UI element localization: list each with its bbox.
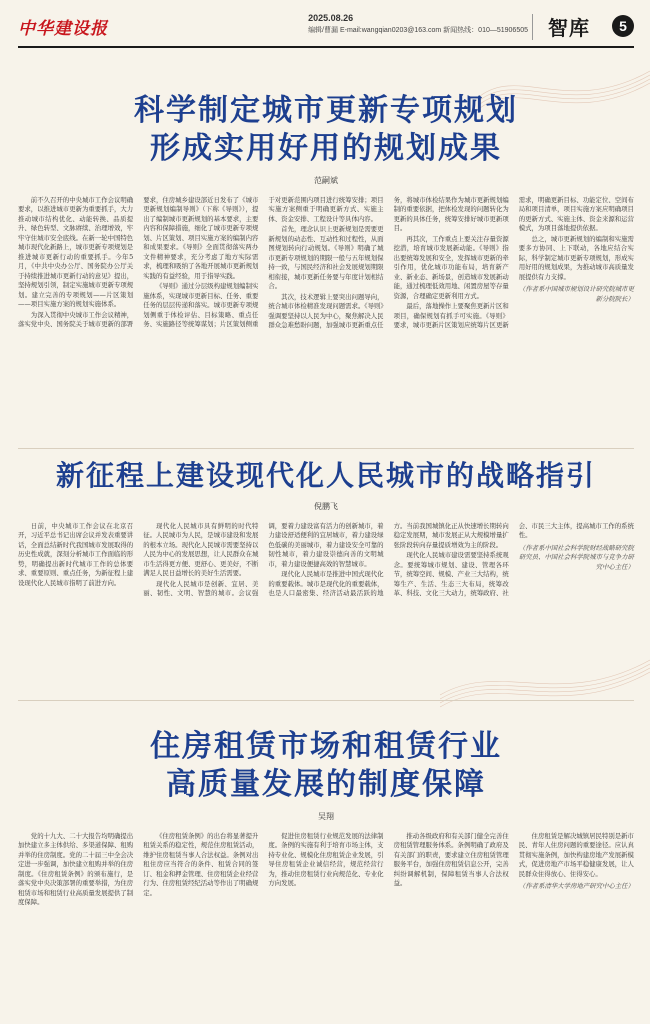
article-urban-renewal	[18, 92, 634, 396]
article-1-title-line2: 形成实用好用的规划成果	[150, 130, 502, 166]
article-people-city	[18, 458, 634, 690]
article-2-title: 新征程上建设现代化人民城市的战略指引	[55, 459, 596, 492]
paragraph: 再其次，工作重点上要关注存量资源挖潜，培育城市发展新动能。《导则》指出要统筹发展和安全，发挥城市更新的牵引作用，优化城市功能布局，培育新产业、新业态、新场景，创造城市发展新动能，通过梳理低效用地、闲置房屋等存量资源，合理确定更新利用方式。	[393, 234, 509, 300]
paragraph: 现代化人民城市具有鲜明的时代特征。人民城市为人民，是城市建设和发展的根本立场。现代化人民城市需要坚持以人民为中心的发展思想，让人民群众在城市生活得更方便、更舒心、更美好，不断满足人民日益增长的美好生活需要。	[143, 522, 259, 578]
paragraph: 推动各级政府和有关部门健全完善住房租赁管理服务体系。条例明确了政府及有关部门的职责，要求建立住房租赁管理服务平台，加强住房租赁信息公开，完善纠纷调解机制，保障租赁当事人合法权益。	[393, 832, 509, 888]
paragraph: 首先，理念认识上更新规划是需要更新规划的动态性、互动性和过程性，从面图规划转向行动规划。《导则》明确了城市更新专项规划的期限一般与五年规划保持一致，与国民经济和社会发展规划期限相衔接，城市更新任务要与年度计划相结合。	[268, 225, 384, 291]
paragraph: 前不久召开的中央城市工作会议明确要求，以推进城市更新为重要抓手，大力推动城市结构优化、动能转换、品质提升、绿色转型、文脉赓续、治理增效，牢牢守住城市安全底线。在新一轮中国特色城市现代化新路上，城市更新专项规划是推进城市更新行动的重要抓手。今年5月，《中共中央办公厅、国务院办公厅关于持续推进城市更新行动的意见》提出，坚持规划引领，制定实施城市更新专项规划。建立完善的专项规划——片区策划——项目实施方案的规划实施体系。	[18, 196, 134, 309]
paragraph: 《导则》通过分层级构建规划编制实施体系，实现城市更新目标、任务、重要任务的层层传递和落实。城市更新专项规划侧重于体检评估、目标策略、重点任务、实施路径等统筹谋划；片区策划侧重于对更新范围内项目进行统筹安排；项目实施方案侧重于明确更新方式、实施主体、资金安排、工程设计等具体内容。	[143, 196, 384, 329]
section-title: 智库	[548, 16, 590, 40]
section-divider	[18, 448, 634, 449]
paragraph: 《住房租赁条例》的出台将显著提升租赁关系的稳定性，规范住房租赁活动，维护住房租赁当事人合法权益。条例对出租住房应当符合的条件、租赁合同的签订、租金和押金管理、住房租赁企业经营行为、住房租赁经纪活动等作出了明确规定。	[143, 832, 259, 897]
paragraph: 住房租赁是解决城镇居民特别是新市民、青年人住房问题的重要途径。应认真贯彻实施条例，加快构建房地产发展新模式，促进房地产市场平稳健康发展，让人民群众住得放心、住得安心。	[518, 832, 634, 878]
article-3-body	[18, 832, 634, 1004]
paragraph: 日前，中央城市工作会议在北京召开，习近平总书记出席会议并发表重要讲话，全面总结新时代我国城市发展取得的历史性成就，深刻分析城市工作面临的形势，明确提出新时代城市工作的总体要求、重要原则、重点任务，为新征程上建设现代化人民城市指明了前进方向。	[18, 522, 134, 587]
masthead-rule	[18, 46, 634, 48]
article-1-author: 范嗣斌	[314, 176, 338, 185]
article-1-title-line1: 科学制定城市更新专项规划	[134, 93, 518, 128]
author-note: （作者系中国城市规划设计研究院城市更新分院院长）	[518, 285, 634, 303]
article-1-body	[18, 196, 634, 396]
paragraph: 现代化人民城市是创新、宜居、美丽、韧性、文明、智慧的城市。会议强调，要着力建设富有活力的创新城市，着力建设舒适便利的宜居城市，着力建设绿色低碳的美丽城市，着力建设安全可靠的韧性城市，着力建设崇德向善的文明城市，着力建设便捷高效的智慧城市。	[143, 522, 384, 598]
newspaper-logo: 中华建设报	[18, 19, 108, 39]
masthead	[0, 0, 650, 48]
article-3-title-line2: 高质量发展的制度保障	[166, 766, 486, 802]
paragraph: 现代化人民城市是推进中国式现代化的重要载体。城市是现代化的重要载体，也是人口最密集、经济活动最活跃的地方。当前我国城镇化正从快速增长期转向稳定发展期，城市发展正从大规模增量扩张阶段转向存量提质增效为主的阶段。	[268, 522, 509, 598]
paragraph: 党的十九大、二十大报告均明确提出加快建立多主体供给、多渠道保障、租购并举的住房制度。党的二十届三中全会决定进一步强调，加快建立租购并举的住房制度。《住房租赁条例》的颁布施行，是落实党中央决策部署的重要举措，为住房租赁市场和租赁行业高质量发展提供了制度保障。	[18, 832, 134, 907]
paragraph: 为深入贯彻中央城市工作会议精神，落实党中央、国务院关于城市更新的部署要求，住房城乡建设部近日发布了《城市更新规划编制导则》（下称《导则》），提出了编制城市更新规划的基本要求，主要内容和保障措施，细化了城市更新专项规划、片区策划、项目实施方案的编制内容和成果要求。《导则》全面贯彻落实两办文件精神要求，充分考虑了地方实际需求，梳理和吸纳了各地开展城市更新规划实践的有益经验，用于指导实践。	[18, 196, 259, 329]
article-3-author: 吴翔	[318, 812, 334, 821]
article-1-title	[18, 92, 634, 167]
author-note: （作者系中国社会科学院财经战略研究院研究员、中国社会科学院城市与竞争力研究中心主任）	[518, 543, 634, 571]
paragraph: 促进住房租赁行业规范发展的法律制度。条例的实施有利于培育市场主体，支持专业化、规模化住房租赁企业发展，引导住房租赁企业诚信经营，规范经营行为，推动住房租赁行业向规范化、专业化方向发展。	[268, 832, 384, 888]
editor-contact: 编辑/曹漏 E-mail:wangqian0203@163.com 新闻热线：010—51906505	[308, 27, 528, 34]
article-2-body	[18, 522, 634, 690]
article-3-title	[18, 728, 634, 803]
article-2-author: 倪鹏飞	[314, 502, 338, 511]
paragraph: 现代化人民城市建设需要坚持系统观念。要统筹城市规划、建设、管理各环节，统筹空间、规模、产业三大结构，统筹生产、生活、生态三大布局，统筹改革、科技、文化三大动力，统筹政府、社会、市民三大主体，提高城市工作的系统性。	[393, 522, 634, 598]
paragraph: 总之，城市更新规划的编制和实施需要多方协同、上下联动，各地应结合实际，科学制定城市更新专项规划，形成实用好用的规划成果，为推动城市高质量发展提供有力支撑。	[518, 234, 634, 281]
article-rental-market	[18, 728, 634, 1004]
paragraph: 最后，落地操作上要聚焦更新片区和项目，确保规划有抓手可实施。《导则》要求，城市更新片区策划应统筹片区更新需求，明确更新目标、功能定位、空间布局和项目清单，项目实施方案应明确项目的更新方式、实施主体、资金来源和运营模式，为项目落地提供依据。	[393, 196, 634, 330]
section-divider	[18, 700, 634, 701]
issue-date: 2025.08.26	[308, 13, 354, 23]
paragraph: 其次，技术逻辑上要突出问题导向，统合城市体检精准发现问题需求。《导则》强调要坚持以人民为中心，聚焦解决人民群众急难愁盼问题，加强城市更新重点任务，将城市体检结果作为城市更新规划编制的重要依据，把体检发现的问题转化为更新的具体任务，统筹安排好城市更新项目。	[268, 196, 509, 330]
masthead-divider	[532, 14, 533, 40]
page-number: 5	[612, 15, 634, 37]
author-note: （作者系清华大学房地产研究中心主任）	[518, 882, 634, 891]
article-3-title-line1: 住房租赁市场和租赁行业	[150, 729, 502, 764]
masthead-meta	[308, 13, 528, 35]
